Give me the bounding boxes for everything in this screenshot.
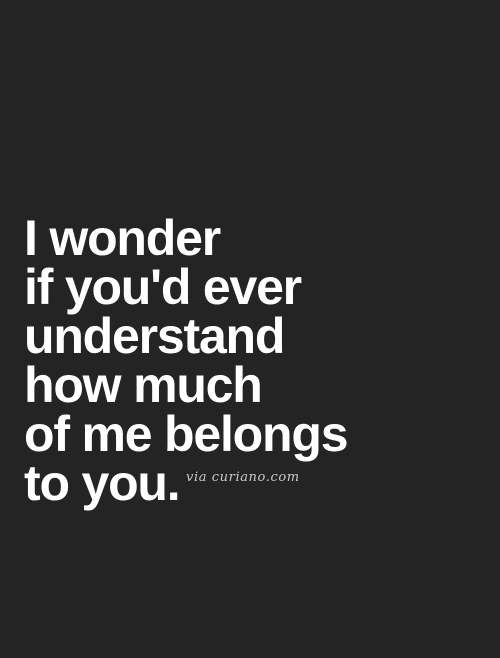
quote-line-2: if you'd ever	[24, 259, 301, 315]
quote-line-6: to you.	[24, 455, 180, 511]
watermark-text: via curiano.com	[186, 470, 300, 485]
quote-line-5: of me belongs	[24, 406, 348, 462]
quote-text	[24, 210, 348, 511]
quote-line-3: understand	[24, 308, 285, 364]
quote-line-1: I wonder	[24, 210, 220, 266]
quote-line-4: how much	[24, 357, 262, 413]
